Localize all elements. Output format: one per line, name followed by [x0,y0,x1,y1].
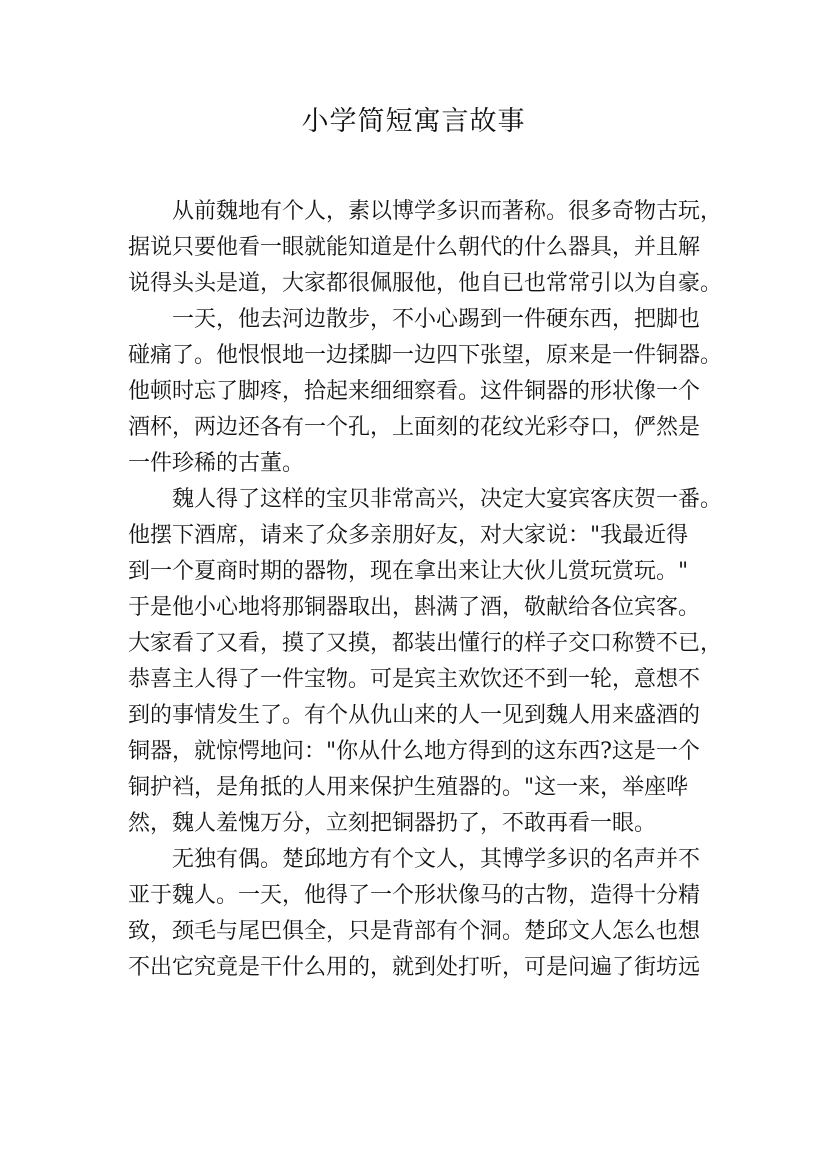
paragraph-2-line-3: 他顿时忘了脚疼，拾起来细细察看。这件铜器的形状像一个 [128,379,701,404]
paragraph-3-line-8: 铜器，就惊愕地问："你从什么地方得到的这东西?这是一个 [128,739,700,764]
paragraph-1-line-1: 从前魏地有个人，素以博学多识而著称。很多奇物古玩， [172,199,723,224]
paragraph-4-line-4: 不出它究竟是干什么用的，就到处打听，可是问遍了街坊远 [128,955,701,980]
paragraph-2-line-2: 碰痛了。他恨恨地一边揉脚一边四下张望，原来是一件铜器。 [128,343,723,368]
paragraph-1-line-3: 说得头头是道，大家都很佩服他，他自已也常常引以为自豪。 [128,271,723,296]
paragraph-3-line-7: 到的事情发生了。有个从仇山来的人一见到魏人用来盛酒的 [128,703,701,728]
paragraph-3-line-10: 然，魏人羞愧万分，立刻把铜器扔了，不敢再看一眼。 [128,811,657,836]
paragraph-4-line-1: 无独有偶。楚邱地方有个文人，其博学多识的名声并不 [172,847,701,872]
paragraph-1-line-2: 据说只要他看一眼就能知道是什么朝代的什么器具，并且解 [128,235,701,260]
paragraph-2-line-5: 一件珍稀的古董。 [128,451,305,476]
paragraph-3-line-3: 到一个夏商时期的器物，现在拿出来让大伙儿赏玩赏玩。" [128,559,689,584]
paragraph-4-line-2: 亚于魏人。一天，他得了一个形状像马的古物，造得十分精 [128,883,701,908]
paragraph-4-line-3: 致，颈毛与尾巴俱全，只是背部有个洞。楚邱文人怎么也想 [128,919,701,944]
paragraph-3-line-5: 大家看了又看，摸了又摸，都装出懂行的样子交口称赞不已， [128,631,723,656]
document-title: 小学简短寓言故事 [301,106,526,137]
paragraph-3-line-9: 铜护裆，是角抵的人用来保护生殖器的。"这一来，举座哗 [128,775,689,800]
document-body [128,194,723,986]
paragraph-3-line-6: 恭喜主人得了一件宝物。可是宾主欢饮还不到一轮，意想不 [128,667,701,692]
paragraph-3-line-1: 魏人得了这样的宝贝非常高兴，决定大宴宾客庆贺一番。 [172,487,723,512]
paragraph-3-line-2: 他摆下酒席，请来了众多亲朋好友，对大家说："我最近得 [128,523,689,548]
paragraph-2-line-1: 一天，他去河边散步，不小心踢到一件硬东西，把脚也 [172,307,701,332]
paragraph-2-line-4: 酒杯，两边还各有一个孔，上面刻的花纹光彩夺口，俨然是 [128,415,701,440]
paragraph-3-line-4: 于是他小心地将那铜器取出，斟满了酒，敬献给各位宾客。 [128,595,701,620]
